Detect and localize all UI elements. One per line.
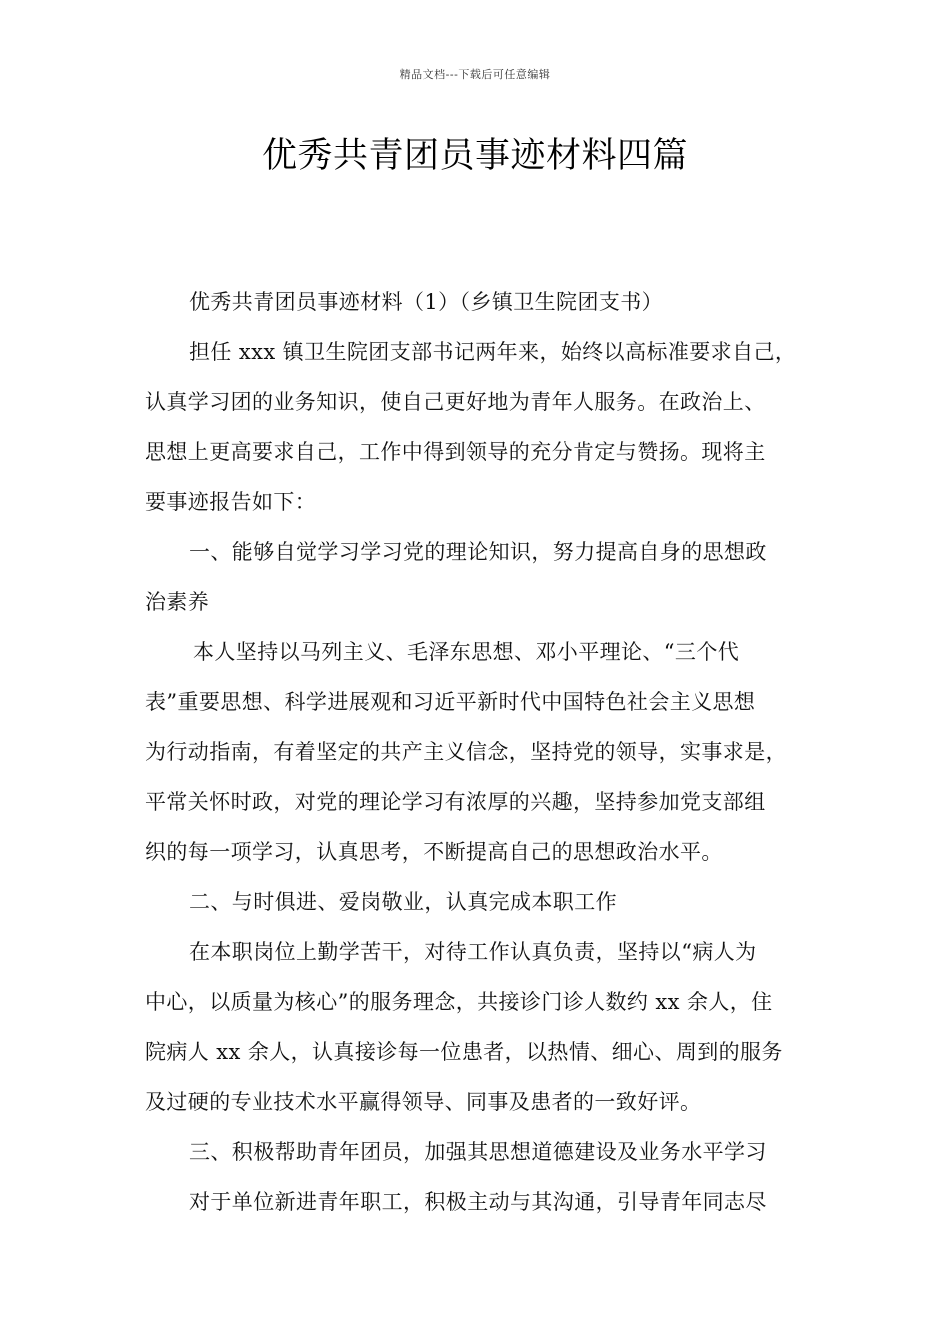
header-note: 精品文档---下载后可任意编辑 — [399, 68, 551, 81]
paragraph-line: 对于单位新进青年职工，积极主动与其沟通，引导青年同志尽 — [189, 1190, 767, 1214]
paragraph-line: 院病人 xx 余人，认真接诊每一位患者，以热情、细心、周到的服务 — [145, 1040, 783, 1064]
paragraph-line: 平常关怀时政，对党的理论学习有浓厚的兴趣，坚持参加党支部组 — [145, 790, 766, 814]
paragraph-line: 在本职岗位上勤学苦干，对待工作认真负责，坚持以“病人为 — [189, 940, 757, 964]
subheading-line: 治素养 — [145, 590, 210, 614]
paragraph-line: 本人坚持以马列主义、毛泽东思想、邓小平理论、“三个代 — [193, 640, 740, 664]
subheading-line: 三、积极帮助青年团员，加强其思想道德建设及业务水平学习 — [189, 1140, 767, 1164]
document-body — [145, 277, 825, 1227]
paragraph-line: 织的每一项学习，认真思考，不断提高自己的思想政治水平。 — [145, 840, 723, 864]
paragraph-line: 中心，以质量为核心”的服务理念，共接诊门诊人数约 xx 余人，住 — [145, 990, 773, 1014]
subheading-line: 二、与时俱进、爱岗敬业，认真完成本职工作 — [189, 890, 617, 914]
subheading-line: 一、能够自觉学习学习党的理论知识，努力提高自身的思想政 — [189, 540, 767, 564]
paragraph-line: 担任 xxx 镇卫生院团支部书记两年来，始终以高标准要求自己， — [189, 340, 797, 364]
paragraph-line: 及过硬的专业技术水平赢得领导、同事及患者的一致好评。 — [145, 1090, 702, 1114]
paragraph-line: 表”重要思想、科学进展观和习近平新时代中国特色社会主义思想 — [145, 690, 756, 714]
paragraph-line: 要事迹报告如下： — [145, 490, 317, 514]
paragraph-line: 为行动指南，有着坚定的共产主义信念，坚持党的领导，实事求是， — [145, 740, 787, 764]
paragraph-line: 认真学习团的业务知识，使自己更好地为青年人服务。在政治上、 — [145, 390, 766, 414]
section-heading: 优秀共青团员事迹材料（1）（乡镇卫生院团支书） — [189, 290, 664, 314]
paragraph-line: 思想上更高要求自己，工作中得到领导的充分肯定与赞扬。现将主 — [145, 440, 766, 464]
document-title: 优秀共青团员事迹材料四篇 — [261, 136, 688, 176]
